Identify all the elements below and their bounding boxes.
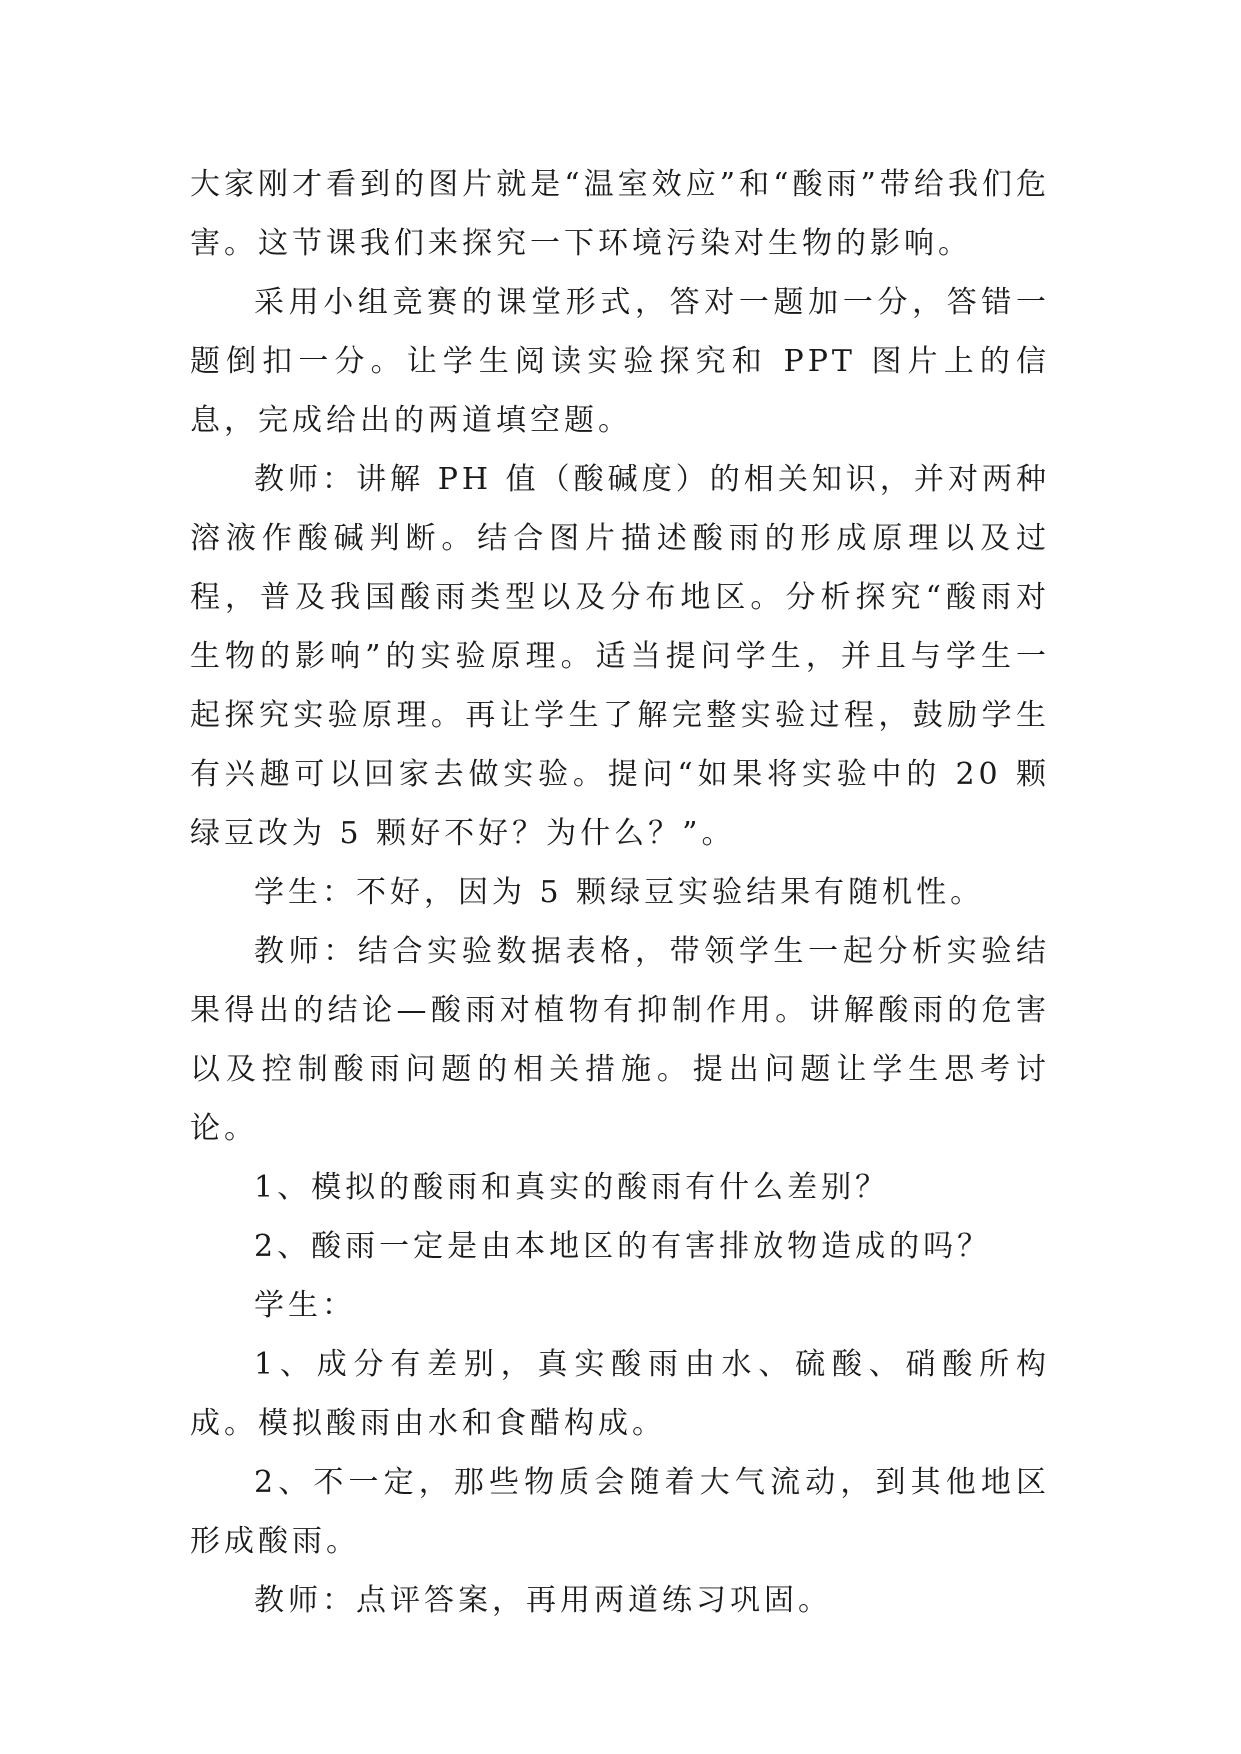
paragraph-student-label: 学生：: [254, 1288, 356, 1323]
paragraph-student-answer: 学生：不好，因为 5 颗绿豆实验结果有随机性。: [254, 875, 985, 910]
paragraph-intro: 大家刚才看到的图片就是“温室效应”和“酸雨”带给我们危害。这节课我们来探究一下环境污染对生物的影响。: [190, 167, 1050, 261]
paragraph-question-2: 2、酸雨一定是由本地区的有害排放物造成的吗？: [254, 1229, 992, 1264]
paragraph-answer-2: 2、不一定，那些物质会随着大气流动，到其他地区形成酸雨。: [190, 1465, 1050, 1559]
paragraph-teacher-review: 教师：点评答案，再用两道练习巩固。: [254, 1583, 832, 1618]
paragraph-answer-1: 1、成分有差别，真实酸雨由水、硫酸、硝酸所构成。模拟酸雨由水和食醋构成。: [190, 1347, 1050, 1441]
paragraph-teacher-analysis: 教师：结合实验数据表格，带领学生一起分析实验结果得出的结论—酸雨对植物有抑制作用。讲解酸雨的危害以及控制酸雨问题的相关措施。提出问题让学生思考讨论。: [190, 934, 1050, 1146]
paragraph-teacher-explanation: 教师：讲解 PH 值（酸碱度）的相关知识，并对两种溶液作酸碱判断。结合图片描述酸雨的形成原理以及过程，普及我国酸雨类型以及分布地区。分析探究“酸雨对生物的影响”的实验原理。适当提问学生，并且与学生一起探究实验原理。再让学生了解完整实验过程，鼓励学生有兴趣可以回家去做实验。提问“如果将实验中的 20 颗绿豆改为 5 颗好不好？为什么？”。: [190, 462, 1050, 851]
document-body: [190, 155, 1050, 1630]
paragraph-question-1: 1、模拟的酸雨和真实的酸雨有什么差别？: [254, 1170, 890, 1205]
paragraph-competition-format: 采用小组竞赛的课堂形式，答对一题加一分，答错一题倒扣一分。让学生阅读实验探究和 PPT 图片上的信息，完成给出的两道填空题。: [190, 285, 1050, 438]
